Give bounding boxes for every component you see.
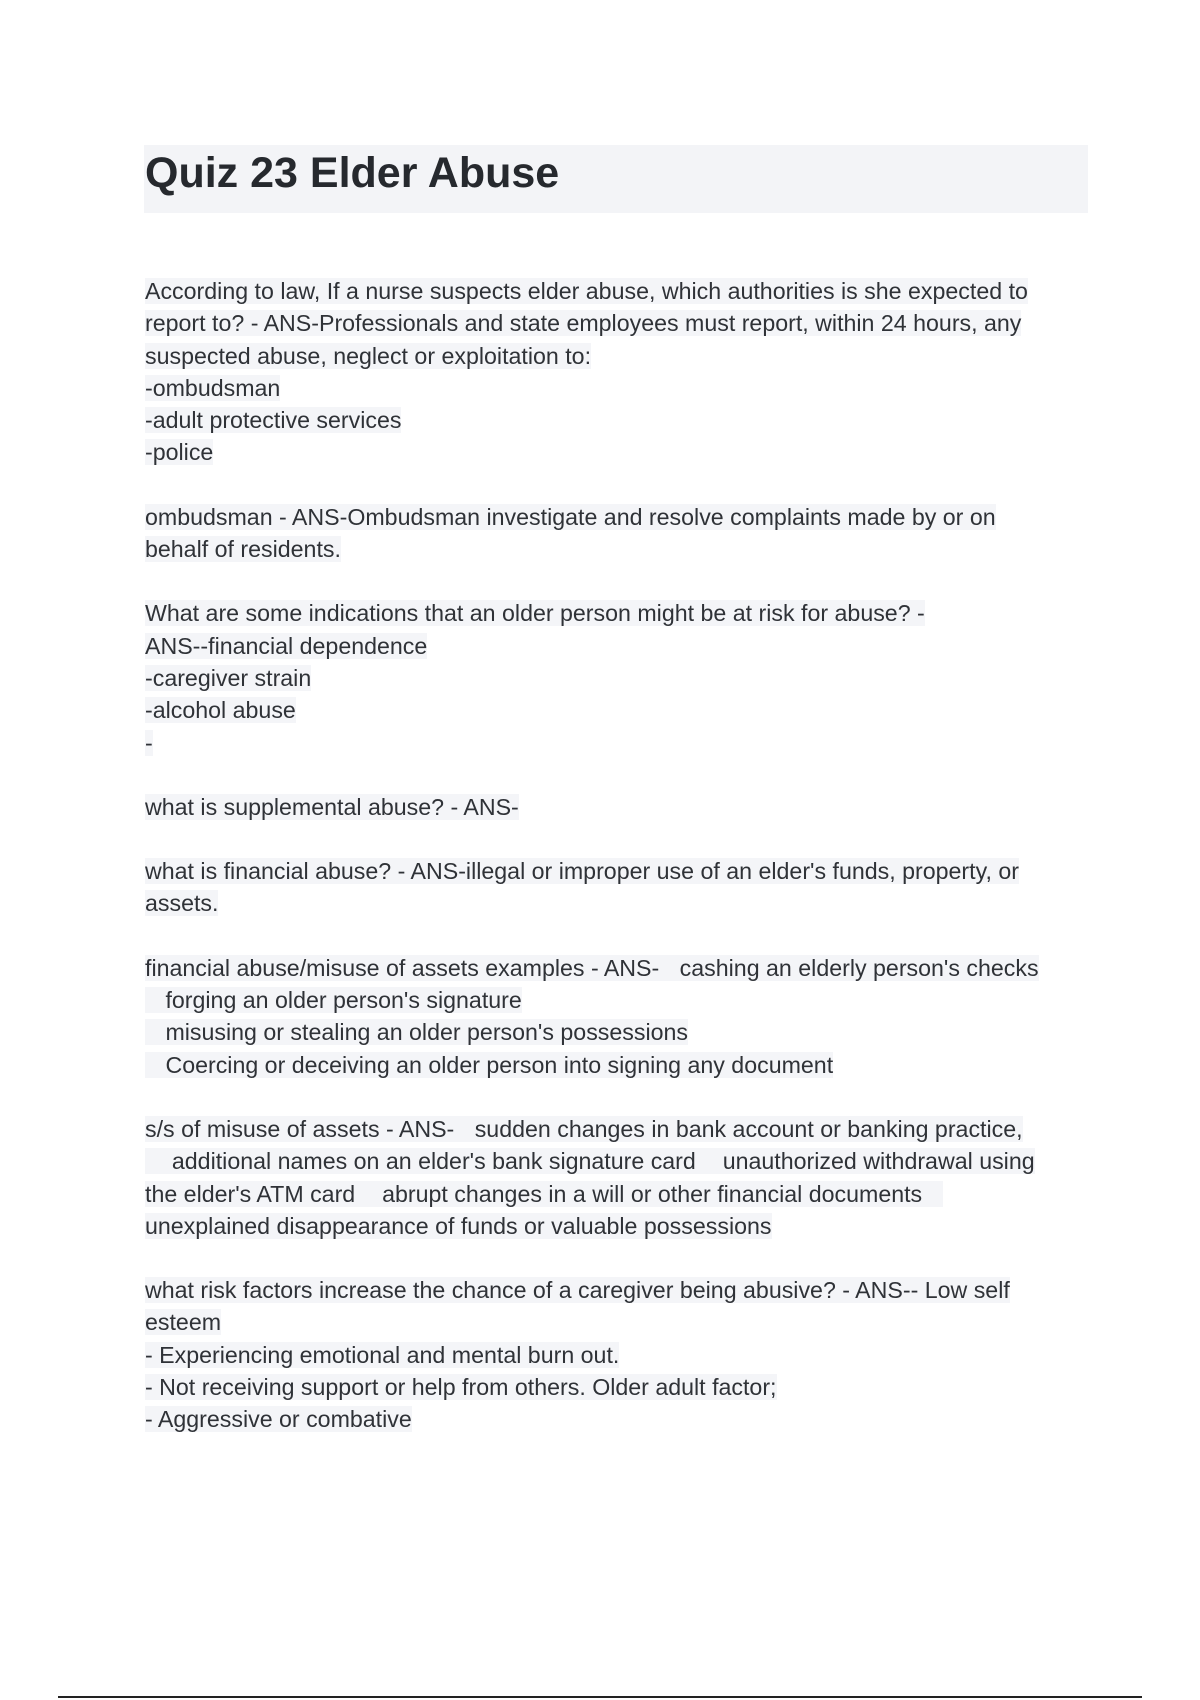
qa-line	[145, 1306, 1085, 1338]
qa-line-text: suspected abuse, neglect or exploitation to:	[145, 342, 592, 369]
qa-line-text: -adult protective services	[145, 407, 402, 434]
qa-line	[145, 984, 1085, 1016]
qa-line-text: misusing or stealing an older person's possessions	[145, 1019, 688, 1045]
bullet-square-icon	[153, 1156, 163, 1166]
qa-line-text: assets.	[145, 890, 219, 917]
qa-line	[145, 1016, 1085, 1048]
bullet-square-icon	[147, 995, 157, 1005]
qa-entry	[145, 597, 1085, 758]
qa-line	[145, 727, 1085, 759]
qa-line-text: financial abuse/misuse of assets examples - ANS- cashing an elderly person's checks	[145, 954, 1039, 981]
page-title: Quiz 23 Elder Abuse	[145, 149, 560, 197]
qa-line-text: ANS--financial dependence	[145, 632, 428, 659]
qa-line	[145, 952, 1085, 984]
qa-line	[145, 694, 1085, 726]
qa-line	[145, 630, 1085, 662]
qa-line	[145, 791, 1085, 823]
qa-line-text: what is financial abuse? - ANS-illegal or improper use of an elder's funds, property, or	[145, 858, 1019, 885]
qa-line	[145, 340, 1085, 372]
qa-entry	[145, 1113, 1085, 1242]
qa-line	[145, 887, 1085, 919]
document-body	[145, 275, 1085, 1468]
qa-line	[145, 855, 1085, 887]
qa-line-text: -ombudsman	[145, 374, 281, 401]
bullet-square-icon	[931, 1189, 941, 1199]
qa-line	[145, 1113, 1085, 1145]
qa-line-text: -caregiver strain	[145, 664, 312, 691]
qa-line-text: What are some indications that an older person might be at risk for abuse? -	[145, 600, 925, 627]
bullet-square-icon	[456, 1124, 466, 1134]
qa-line-text: ombudsman - ANS-Ombudsman investigate and resolve complaints made by or on	[145, 503, 996, 530]
qa-line-text: Coercing or deceiving an older person into signing any document	[145, 1052, 833, 1078]
qa-line-text: - Not receiving support or help from others. Older adult factor;	[145, 1374, 777, 1401]
bullet-square-icon	[147, 1060, 157, 1070]
qa-line	[145, 372, 1085, 404]
qa-line	[145, 275, 1085, 307]
bullet-square-icon	[147, 1027, 157, 1037]
qa-line	[145, 404, 1085, 436]
qa-line-text: additional names on an elder's bank signature card unauthorized withdrawal using	[145, 1148, 1035, 1174]
qa-line	[145, 1210, 1085, 1242]
qa-entry	[145, 791, 1085, 823]
qa-line	[145, 436, 1085, 468]
qa-line	[145, 597, 1085, 629]
qa-line-text: - Experiencing emotional and mental burn out.	[145, 1341, 620, 1368]
qa-line	[145, 501, 1085, 533]
qa-line-text: According to law, If a nurse suspects elder abuse, which authorities is she expected to	[145, 278, 1028, 304]
footer-divider	[58, 1696, 1142, 1698]
qa-entry	[145, 1274, 1085, 1435]
qa-line	[145, 1339, 1085, 1371]
qa-line-text: what is supplemental abuse? - ANS-	[145, 793, 519, 820]
qa-line-text: report to? - ANS-Professionals and state employees must report, within 24 hours, any	[145, 310, 1022, 337]
qa-line	[145, 533, 1085, 565]
qa-line-text: unexplained disappearance of funds or valuable possessions	[145, 1212, 772, 1239]
qa-line	[145, 1049, 1085, 1081]
qa-line-text: -alcohol abuse	[145, 697, 296, 724]
bullet-square-icon	[661, 963, 671, 973]
qa-line-text: -	[145, 729, 153, 756]
qa-entry	[145, 952, 1085, 1081]
qa-line-text: - Aggressive or combative	[145, 1406, 412, 1433]
qa-line-text: esteem	[145, 1309, 222, 1336]
qa-line	[145, 1145, 1085, 1177]
qa-line	[145, 1274, 1085, 1306]
qa-line-text: behalf of residents.	[145, 536, 341, 563]
qa-line-text: s/s of misuse of assets - ANS- sudden changes in bank account or banking practice,	[145, 1115, 1023, 1142]
qa-line-text: forging an older person's signature	[145, 987, 522, 1013]
qa-line	[145, 307, 1085, 339]
bullet-square-icon	[364, 1189, 374, 1199]
qa-entry	[145, 275, 1085, 469]
bullet-square-icon	[704, 1156, 714, 1166]
qa-entry	[145, 501, 1085, 566]
qa-line-text: what risk factors increase the chance of a caregiver being abusive? - ANS-- Low self	[145, 1277, 1010, 1304]
qa-line	[145, 662, 1085, 694]
qa-line-text: -police	[145, 439, 214, 466]
qa-line	[145, 1178, 1085, 1210]
qa-line	[145, 1403, 1085, 1435]
qa-line-text: the elder's ATM card abrupt changes in a will or other financial documents	[145, 1181, 943, 1207]
qa-line	[145, 1371, 1085, 1403]
qa-entry	[145, 855, 1085, 920]
